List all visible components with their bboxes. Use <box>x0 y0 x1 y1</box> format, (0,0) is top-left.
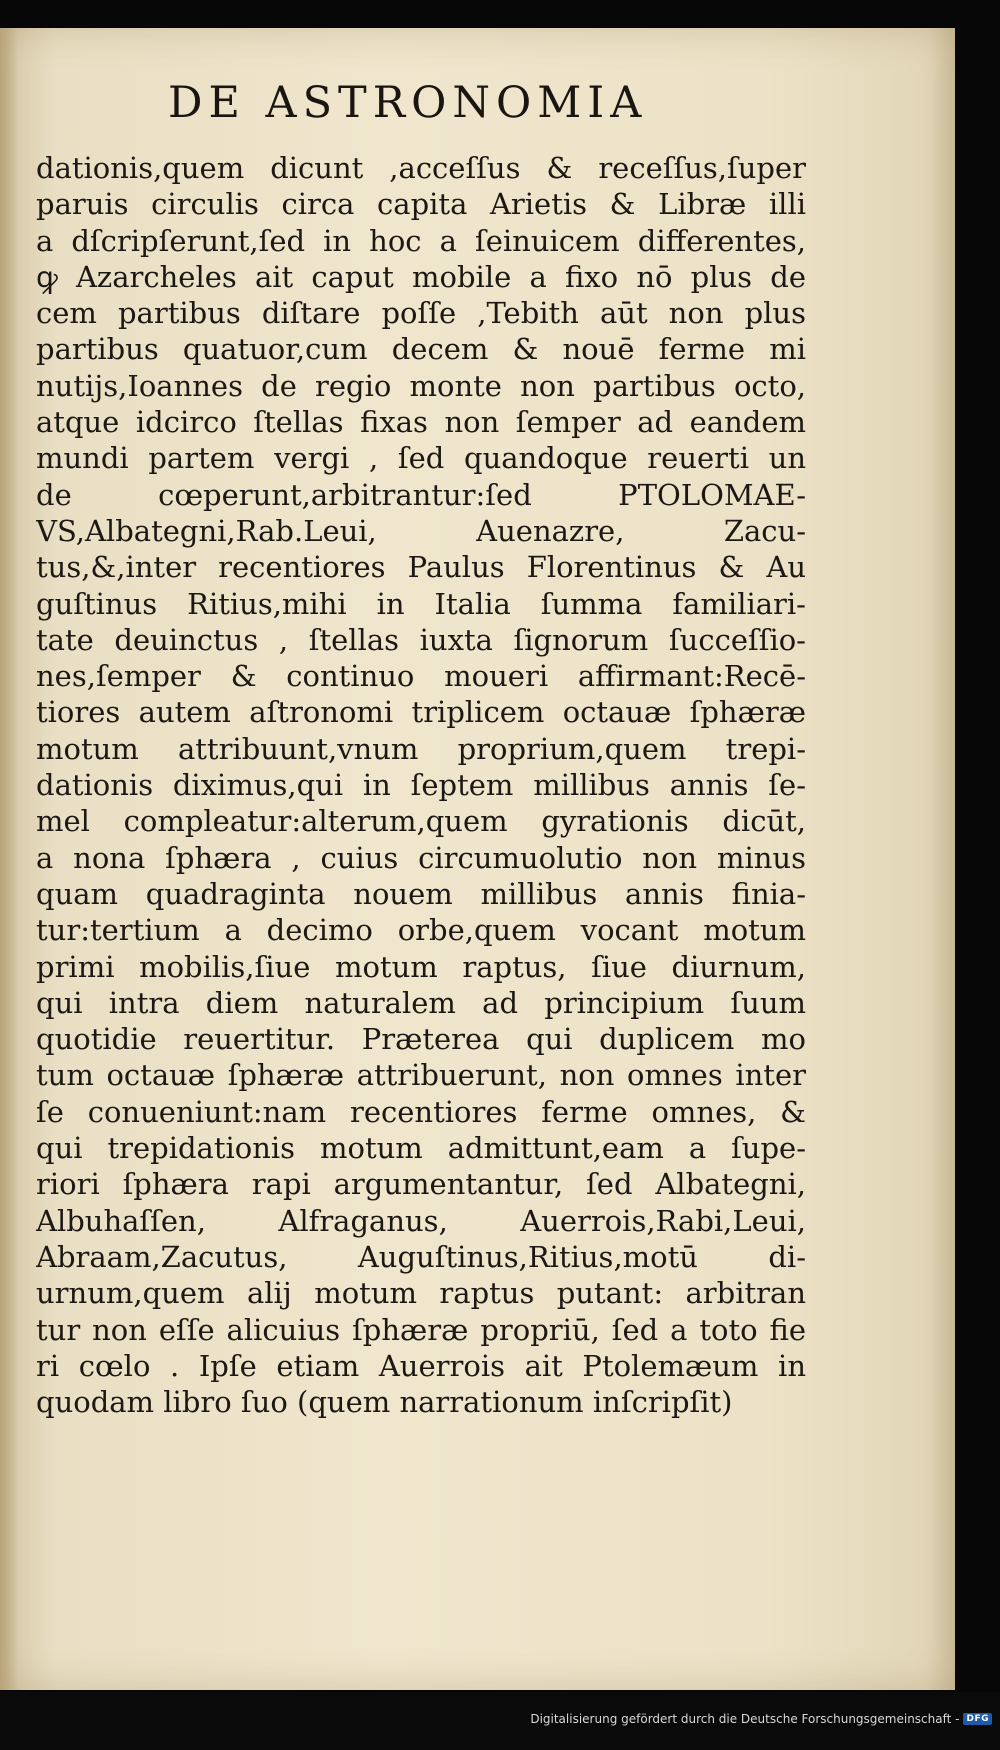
text-line: nutijs,Ioannes de regio monte non partibus octo, <box>36 368 806 403</box>
text-line: paruis circulis circa capita Arietis & Libræ illi <box>36 187 806 222</box>
text-line: partibus quatuor,cum decem & nouē ferme mi <box>36 332 806 367</box>
text-line: primi mobilis,ſiue motum raptus, ſiue diurnum, <box>36 949 806 984</box>
credit-text: Digitalisierung gefördert durch die Deutsche Forschungsgemeinschaft - <box>530 1712 960 1726</box>
text-line: tur non eſſe alicuius ſphæræ propriū, ſed a toto fie <box>36 1312 806 1347</box>
text-line: tate deuinctus , ſtellas iuxta ſignorum ſucceſſio- <box>36 622 806 657</box>
text-line: tur:tertium a decimo orbe,quem vocant motum <box>36 913 806 948</box>
page-gutter-shadow <box>0 28 18 1690</box>
text-line: tus,&,inter recentiores Paulus Florentinus & Au <box>36 550 806 585</box>
dfg-logo-icon: DFG <box>963 1713 992 1725</box>
book-page <box>0 28 955 1690</box>
text-line: ri cœlo . Ipſe etiam Auerrois ait Ptolemæum in <box>36 1348 806 1383</box>
text-line: qui trepidationis motum admittunt,eam a ſupe- <box>36 1131 806 1166</box>
text-line: mel compleatur:alterum,quem gyrationis dicūt, <box>36 804 806 839</box>
text-line: guſtinus Ritius,mihi in Italia ſumma familiari- <box>36 586 806 621</box>
text-line: mundi partem vergi , ſed quandoque reuerti un <box>36 441 806 476</box>
text-line: riori ſphæra rapi argumentantur, ſed Albategni, <box>36 1167 806 1202</box>
text-line: quodam libro ſuo (quem narrationum inſcripſit) <box>36 1385 733 1420</box>
page-body-text <box>36 150 806 1420</box>
text-line: quam quadraginta nouem millibus annis finia- <box>36 876 806 911</box>
text-line: cem partibus diſtare poſſe ,Tebith aūt non plus <box>36 296 806 331</box>
text-line: a nona ſphæra , cuius circumuolutio non minus <box>36 840 806 875</box>
text-line: nes,ſemper & continuo moueri affirmant:Recē- <box>36 659 806 694</box>
digitization-credit <box>530 1712 992 1726</box>
text-line: ſe conueniunt:nam recentiores ferme omnes, & <box>36 1094 806 1129</box>
running-header: DE ASTRONOMIA <box>168 78 648 128</box>
text-line: urnum,quem alij motum raptus putant: arbitran <box>36 1276 806 1311</box>
text-line: Albuhaſſen, Alfraganus, Auerrois,Rabi,Leui, <box>36 1203 806 1238</box>
text-line: qui intra diem naturalem ad principium ſuum <box>36 985 806 1020</box>
text-line: de cœperunt,arbitrantur:ſed PTOLOMAE- <box>36 477 806 512</box>
text-line: VS,Albategni,Rab.Leui, Auenazre, Zacu- <box>36 513 806 548</box>
text-line: atque idcirco ſtellas fixas non ſemper ad eandem <box>36 405 806 440</box>
text-line: ꝙ Azarcheles ait caput mobile a fixo nō plus de <box>36 259 806 294</box>
text-line: dationis diximus,qui in ſeptem millibus annis ſe- <box>36 768 806 803</box>
text-line: a dſcripſerunt,ſed in hoc a ſeinuicem differentes, <box>36 223 806 258</box>
text-line: tiores autem aſtronomi triplicem octauæ ſphæræ <box>36 695 806 730</box>
text-line: tum octauæ ſphæræ attribuerunt, non omnes inter <box>36 1058 806 1093</box>
text-line: Abraam,Zacutus, Auguſtinus,Ritius,motū di- <box>36 1239 806 1274</box>
text-line: quotidie reuertitur. Præterea qui duplicem mo <box>36 1022 806 1057</box>
text-line: dationis,quem dicunt ,acceſſus & receſſus,ſuper <box>36 151 806 185</box>
text-line: motum attribuunt,vnum proprium,quem trepi- <box>36 731 806 766</box>
